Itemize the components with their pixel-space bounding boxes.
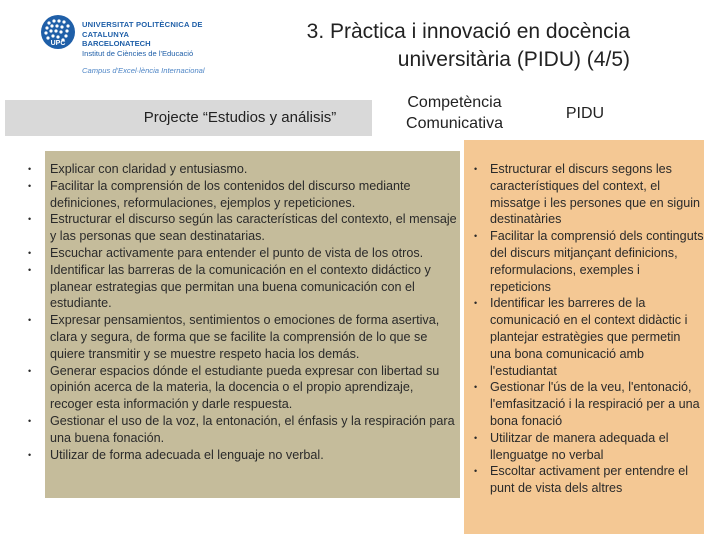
list-item: • Utilitzar de manera adequada el llenguatge no verbal xyxy=(474,430,704,464)
list-item: • Identificar las barreras de la comunicación en el contexto didáctico y planear estrategias que permitan una buena comunicación con el estudiante. xyxy=(28,262,458,312)
list-item: • Facilitar la comprensió dels continguts del discurs mitjançant definicions, reformulacions, exemples i repeticions xyxy=(474,228,704,295)
page-title xyxy=(210,18,630,74)
logo-line-university: UNIVERSITAT POLITÈCNICA DE CATALUNYA xyxy=(82,20,203,39)
right-bullet-list xyxy=(474,161,704,497)
right-column-heading: PIDU xyxy=(565,105,605,122)
list-item: • Explicar con claridad y entusiasmo. xyxy=(28,161,458,178)
list-item: • Generar espacios dónde el estudiante pueda expresar con libertad su opinión acerca de la materia, la docencia o el propio aprendizaje, recoger esta información y darle respuesta. xyxy=(28,363,458,413)
list-item: • Facilitar la comprensión de los contenidos del discurso mediante definiciones, reformulaciones, ejemplos y repeticiones. xyxy=(28,178,458,212)
list-item: • Estructurar el discurs segons les característiques del context, el missatge i les persones que en siguin destinatàries xyxy=(474,161,704,228)
title-line-2: universitària (PIDU) (4/5) xyxy=(397,48,630,71)
list-item: • Gestionar l'ús de la veu, l'entonació, l'emfasització i la respiració per a una bona fonació xyxy=(474,379,704,429)
left-column-heading: Projecte “Estudios y análisis” xyxy=(143,109,337,126)
emblem-text: UPC xyxy=(50,40,66,47)
logo-line-barcelonatech: BARCELONATECH xyxy=(82,39,151,48)
middle-heading-line-1: Competència xyxy=(407,94,502,111)
list-item: • Identificar les barreres de la comunicació en el context didàctic i plantejar estratègies que permetin una bona comunicació amb l'estudiantat xyxy=(474,295,704,379)
list-item: • Escoltar activament per entendre el punt de vista dels altres xyxy=(474,463,704,497)
list-item: • Escuchar activamente para entender el punto de vista de los otros. xyxy=(28,245,458,262)
list-item: • Utilizar de forma adecuada el lenguaje no verbal. xyxy=(28,447,458,464)
title-line-1: 3. Pràctica i innovació en docència xyxy=(306,20,630,43)
list-item: • Gestionar el uso de la voz, la entonación, el énfasis y la respiración para una buena fonación. xyxy=(28,413,458,447)
upc-logo xyxy=(38,14,238,75)
list-item: • Expresar pensamientos, sentimientos o emociones de forma asertiva, clara y segura, de forma que se facilite la comprensión de lo que se quiere transmitir y se muestre respeto hacia los demás. xyxy=(28,312,458,362)
middle-heading-box xyxy=(372,82,537,144)
upc-emblem-icon xyxy=(38,14,78,58)
logo-line-institute: Institut de Ciències de l'Educació xyxy=(82,48,194,58)
left-bullet-list xyxy=(28,161,458,463)
list-item: • Estructurar el discurso según las características del contexto, el mensaje y las personas que sean destinatarias. xyxy=(28,211,458,245)
logo-line-campus: Campus d'Excel·lència Internacional xyxy=(82,66,205,75)
middle-heading-line-2: Comunicativa xyxy=(406,115,503,132)
